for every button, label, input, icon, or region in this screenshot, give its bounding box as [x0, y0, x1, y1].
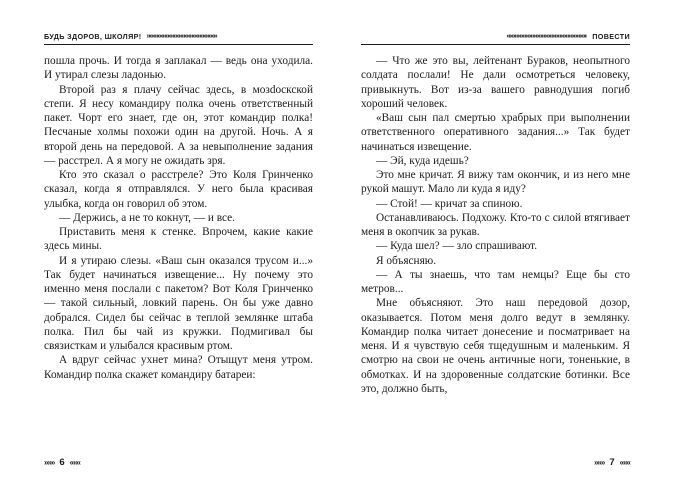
body-text-left	[44, 54, 313, 382]
paragraph: — Стой! — кричат за спиною.	[376, 197, 523, 210]
running-head-rule-right	[361, 44, 630, 45]
paragraph: «Ваш сын пал смертью храбрых при выполнении ответственного оперативного задания...» Так будет начинаться извещение.	[361, 112, 630, 153]
paragraph: — Держись, а не то кокнут, — и все.	[59, 211, 236, 224]
running-head-left-ornament: »»»»»»»»»»»»»»»»»»»»»»»»»»	[146, 32, 217, 40]
running-head-right-ornament: »»»»»»»»»»»»»»»»»»»»»»»»»»»»»»	[506, 32, 588, 40]
paragraph: Мне объясняют. Это наш передовой дозор, оказывается. Потом меня долго ведут в землянку. Командир полка читает донесение и посматривает на меня. И я чувствую себя тщедушным и маленьким. Я смотрю на свои не очень античные ноги, тоненькие, в обмотках. И на здоровенные солдатские ботинки. Все это, должно быть,	[361, 297, 630, 395]
paragraph: Второй раз я плачу сейчас здесь, в мозdocкской степи. Я несу командиру полка очень ответственный пакет. Чорт его знает, где он, этот командир полка! Песчаные холмы похожи один на другой. Ночь. А я второй день на передовой. А за невыполнение задания — расстрел. А я могу не ожидать зря.	[44, 83, 313, 167]
folio-right	[594, 457, 630, 468]
body-text-right	[361, 54, 630, 396]
paragraph: И я утираю слезы. «Ваш сын оказался трусом и...» Так будет начинаться извещение... Ну почему это именно меня послали с пакетом? Вот Коля Гринченко — такой сильный, ловкий парень. Он бы уже давно добрался. Сидел бы сейчас в теплой землянке штаба полка. Пил бы чай из кружки. Подмигивал бы связисткам и улыбался красивым ртом.	[44, 254, 313, 352]
running-head-right-text: ПОВЕСТИ	[592, 31, 630, 41]
folio-ornament-right: «««	[69, 458, 81, 467]
folio-left	[44, 457, 80, 468]
paragraph: Останавливаюсь. Подхожу. Кто-то с силой втягивает меня в окопчик за рукав.	[361, 211, 630, 238]
page-right	[337, 0, 674, 488]
folio-ornament-right: «««	[619, 458, 630, 467]
paragraph: пошла прочь. И тогда я заплакал — ведь она уходила. И утирал слезы ладонью.	[44, 55, 313, 82]
running-head-right	[361, 30, 630, 42]
running-head-left	[44, 30, 313, 42]
paragraph: — А ты знаешь, что там немцы? Еще бы сто метров...	[361, 268, 630, 295]
running-head-rule-left	[44, 44, 313, 45]
paragraph: — Куда шел? — зло спрашивают.	[376, 240, 538, 253]
folio-ornament-left: »»»	[44, 458, 55, 467]
page-number: 6	[59, 457, 65, 468]
paragraph: Кто это сказал о расстреле? Это Коля Гринченко сказал, когда я отправлялся. У него была красивая улыбка, когда он говорил об этом.	[44, 169, 313, 210]
folio-ornament-left: »»»	[593, 458, 605, 467]
paragraph: — Что же это вы, лейтенант Бураков, неопытного солдата послали! Не дали осмотреться человеку, привыкнуть. Вот из-за вашего равнодушия погиб хороший человек.	[361, 55, 630, 110]
paragraph: Приставить меня к стенке. Впрочем, какие какие здесь мины.	[44, 226, 313, 253]
paragraph: — Эй, куда идешь?	[376, 154, 469, 167]
paragraph: Это мне кричат. Я вижу там окончик, и из него мне рукой машут. Мало ли куда я иду?	[361, 169, 630, 196]
running-head-left-text: БУДЬ ЗДОРОВ, ШКОЛЯР!	[44, 31, 142, 41]
paragraph: Я объясняю.	[376, 254, 437, 267]
paragraph: А вдруг сейчас ухнет мина? Отыщут меня утром. Командир полка скажет командиру батареи:	[44, 354, 313, 381]
page-number: 7	[609, 457, 615, 468]
